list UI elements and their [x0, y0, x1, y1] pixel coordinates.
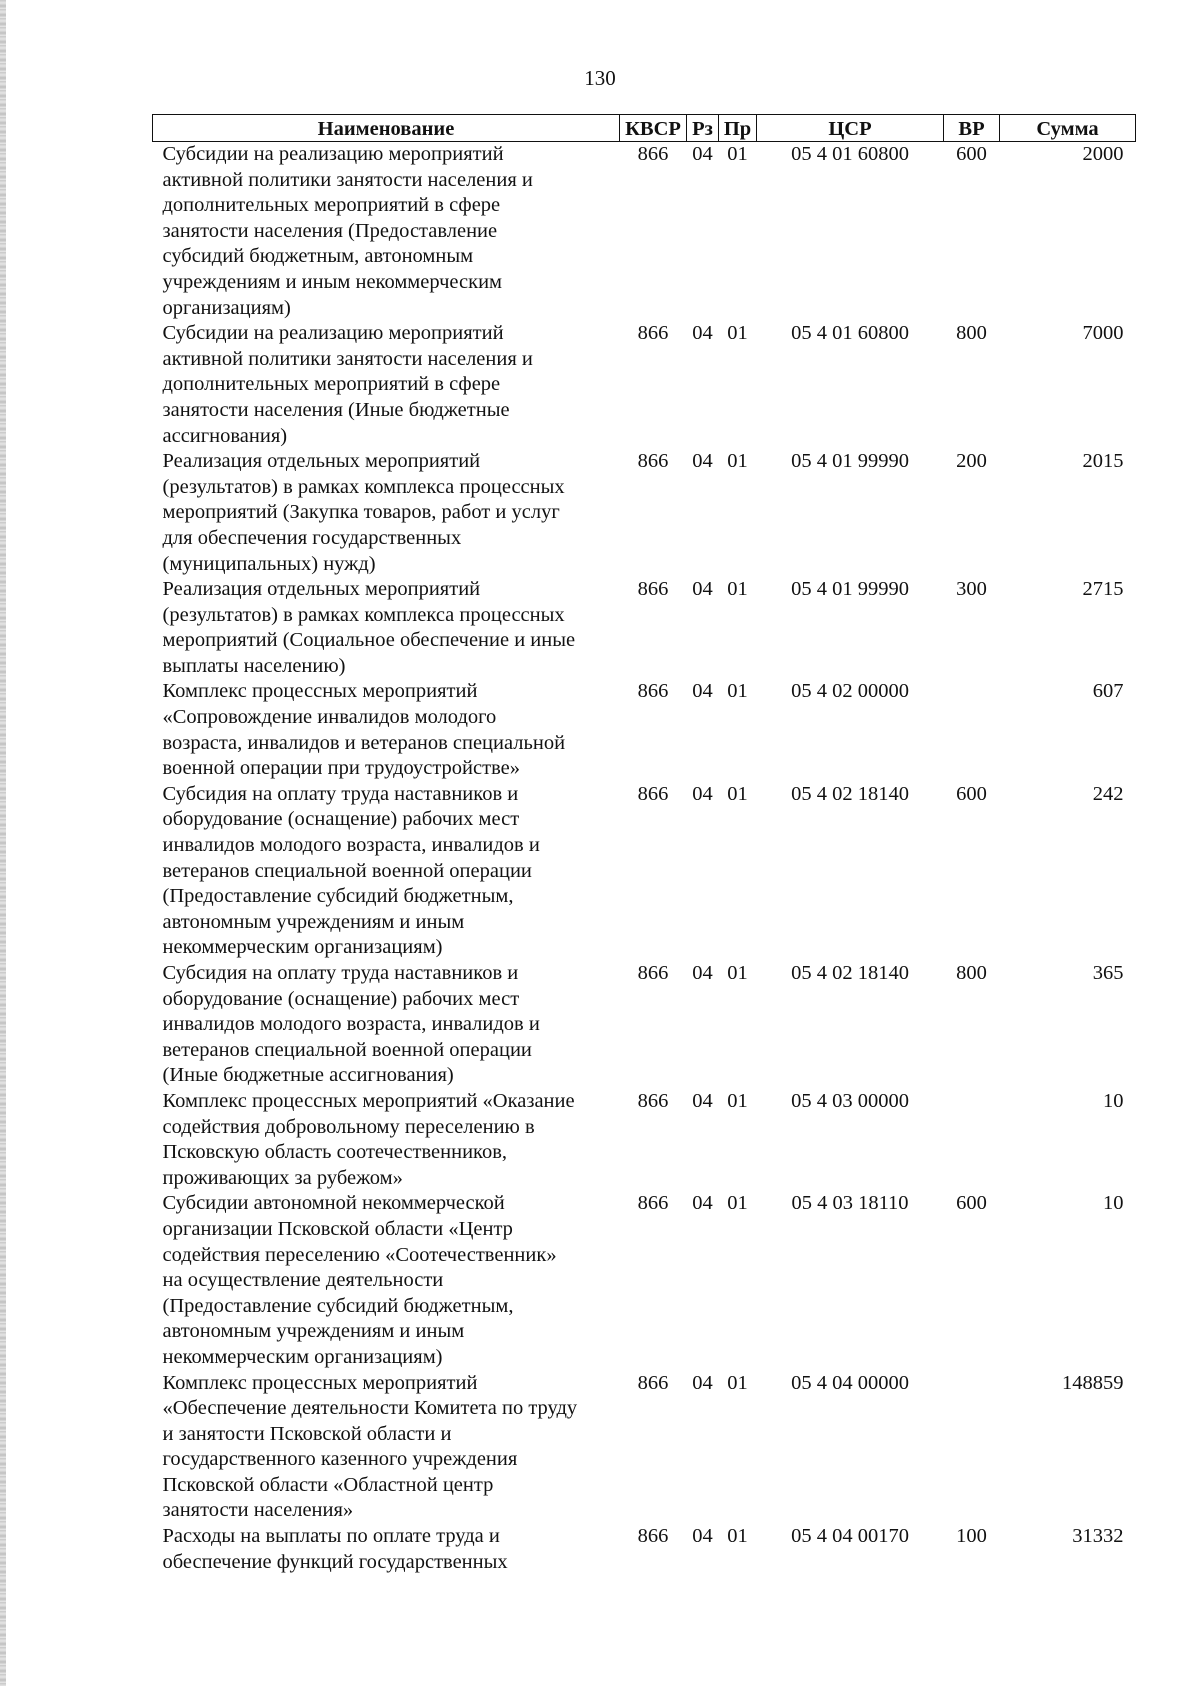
cell-csr: 05 4 01 60800 — [791, 322, 909, 345]
cell-vr: 300 — [956, 578, 987, 601]
cell-rz: 04 — [692, 578, 713, 601]
cell-rz: 04 — [692, 1371, 713, 1394]
cell-sum: 10 — [1103, 1192, 1124, 1215]
cell-name: Субсидии на реализацию мероприятий активной политики занятости населения и дополнительных мероприятий в сфере занятости населения (Предоставление субсидий бюджетным, автономным учреждениям и иным некоммерческим организациям) — [162, 143, 533, 319]
header-kvsr: КВСР — [620, 115, 687, 142]
cell-sum: 2000 — [1082, 143, 1124, 165]
cell-vr: 200 — [956, 450, 987, 473]
cell-sum: 10 — [1103, 1089, 1124, 1112]
cell-vr: 600 — [956, 1192, 987, 1215]
cell-sum: 607 — [1092, 680, 1124, 703]
cell-csr: 05 4 01 99990 — [791, 578, 909, 601]
cell-name: Расходы на выплаты по оплате труда и обеспечение функций государственных — [162, 1525, 508, 1573]
cell-name: Реализация отдельных мероприятий (результатов) в рамках комплекса процессных мероприятий (Социальное обеспечение и иные выплаты населению) — [162, 578, 576, 677]
cell-pr: 01 — [727, 322, 748, 345]
cell-pr: 01 — [727, 680, 748, 703]
cell-vr: 600 — [956, 143, 987, 165]
table-row — [153, 1524, 1136, 1575]
cell-pr: 01 — [727, 1192, 748, 1215]
table-row — [153, 1191, 1136, 1370]
budget-table — [152, 114, 1136, 1575]
cell-kvsr: 866 — [637, 782, 669, 805]
cell-name: Комплекс процессных мероприятий «Сопровождение инвалидов молодого возраста, инвалидов и ветеранов специальной военной операции при трудоустройстве» — [162, 680, 566, 780]
cell-vr: 800 — [956, 962, 987, 984]
cell-name: Субсидии автономной некоммерческой организации Псковской области «Центр содействия переселению «Соотечественник» на осуществление деятельности (Предоставление субсидий бюджетным, автономным учреждениям и иным некоммерческим организациям) — [162, 1192, 557, 1368]
cell-kvsr: 866 — [637, 1371, 669, 1394]
cell-kvsr: 866 — [637, 1089, 669, 1112]
cell-name: Субсидия на оплату труда наставников и оборудование (оснащение) рабочих мест инвалидов молодого возраста, инвалидов и ветеранов специальной военной операции (Предоставление субсидий бюджетным, автономным учреждениям и иным некоммерческим организациям) — [162, 782, 540, 959]
table-row — [153, 142, 1136, 322]
cell-rz: 04 — [692, 450, 713, 473]
cell-pr: 01 — [727, 143, 748, 165]
cell-pr: 01 — [727, 782, 748, 805]
cell-csr: 05 4 02 00000 — [791, 680, 909, 703]
cell-rz: 04 — [692, 1089, 713, 1112]
table-row — [153, 321, 1136, 449]
table-row — [153, 449, 1136, 577]
cell-pr: 01 — [727, 1089, 748, 1112]
cell-pr: 01 — [727, 578, 748, 601]
cell-sum: 365 — [1092, 962, 1124, 984]
cell-rz: 04 — [692, 680, 713, 703]
cell-rz: 04 — [692, 143, 713, 165]
cell-name: Комплекс процессных мероприятий «Обеспечение деятельности Комитета по труду и занятости Псковской области и государственного казенного учреждения Псковской области «Областной центр занятости населения» — [162, 1371, 578, 1522]
cell-sum: 242 — [1092, 782, 1124, 805]
header-sum: Сумма — [1000, 115, 1136, 142]
table-row — [153, 782, 1136, 961]
cell-sum: 2715 — [1082, 578, 1124, 601]
cell-kvsr: 866 — [637, 1192, 669, 1215]
cell-sum: 2015 — [1082, 450, 1124, 473]
cell-csr: 05 4 01 60800 — [791, 143, 909, 165]
cell-csr: 05 4 03 18110 — [791, 1192, 909, 1215]
cell-csr: 05 4 04 00000 — [791, 1371, 909, 1394]
cell-sum: 31332 — [1072, 1525, 1124, 1548]
table-row — [153, 577, 1136, 679]
table-row — [153, 679, 1136, 781]
cell-vr — [944, 679, 1000, 781]
cell-vr — [944, 1089, 1000, 1191]
cell-rz: 04 — [692, 782, 713, 805]
page-number: 130 — [584, 66, 616, 90]
table-body — [153, 142, 1136, 1576]
cell-kvsr: 866 — [637, 450, 669, 473]
cell-sum: 148859 — [1062, 1371, 1124, 1394]
table-row — [153, 1371, 1136, 1525]
header-csr: ЦСР — [757, 115, 944, 142]
cell-rz: 04 — [692, 322, 713, 345]
cell-kvsr: 866 — [637, 143, 669, 165]
table-row — [153, 961, 1136, 1089]
cell-kvsr: 866 — [637, 322, 669, 345]
header-name: Наименование — [153, 115, 620, 142]
scan-edge-artifact — [0, 0, 6, 1686]
cell-vr — [944, 1371, 1000, 1525]
cell-name: Субсидия на оплату труда наставников и оборудование (оснащение) рабочих мест инвалидов молодого возраста, инвалидов и ветеранов специальной военной операции (Иные бюджетные ассигнования) — [162, 962, 540, 1087]
cell-vr: 100 — [956, 1525, 987, 1548]
cell-csr: 05 4 02 18140 — [791, 782, 909, 805]
cell-pr: 01 — [727, 450, 748, 473]
cell-pr: 01 — [727, 1525, 748, 1548]
table-header-row — [153, 115, 1136, 142]
cell-sum: 7000 — [1082, 322, 1124, 345]
cell-name: Реализация отдельных мероприятий (результатов) в рамках комплекса процессных мероприятий (Закупка товаров, работ и услуг для обеспечения государственных (муниципальных) нужд) — [162, 450, 565, 575]
cell-kvsr: 866 — [637, 962, 669, 984]
cell-kvsr: 866 — [637, 578, 669, 601]
cell-kvsr: 866 — [637, 680, 669, 703]
cell-rz: 04 — [692, 1525, 713, 1548]
header-vr: ВР — [944, 115, 1000, 142]
cell-pr: 01 — [727, 1371, 748, 1394]
header-pr: Пр — [719, 115, 757, 142]
cell-pr: 01 — [727, 962, 748, 984]
table-row — [153, 1089, 1136, 1191]
cell-csr: 05 4 03 00000 — [791, 1089, 909, 1112]
cell-csr: 05 4 04 00170 — [791, 1525, 909, 1548]
cell-vr: 800 — [956, 322, 987, 345]
cell-name: Субсидии на реализацию мероприятий активной политики занятости населения и дополнительных мероприятий в сфере занятости населения (Иные бюджетные ассигнования) — [162, 322, 533, 447]
cell-rz: 04 — [692, 962, 713, 984]
cell-kvsr: 866 — [637, 1525, 669, 1548]
header-rz: Рз — [687, 115, 719, 142]
cell-name: Комплекс процессных мероприятий «Оказание содействия добровольному переселению в Псковскую область соотечественников, проживающих за рубежом» — [162, 1089, 575, 1189]
cell-csr: 05 4 01 99990 — [791, 450, 909, 473]
cell-rz: 04 — [692, 1192, 713, 1215]
cell-vr: 600 — [956, 782, 987, 805]
cell-csr: 05 4 02 18140 — [791, 962, 909, 984]
